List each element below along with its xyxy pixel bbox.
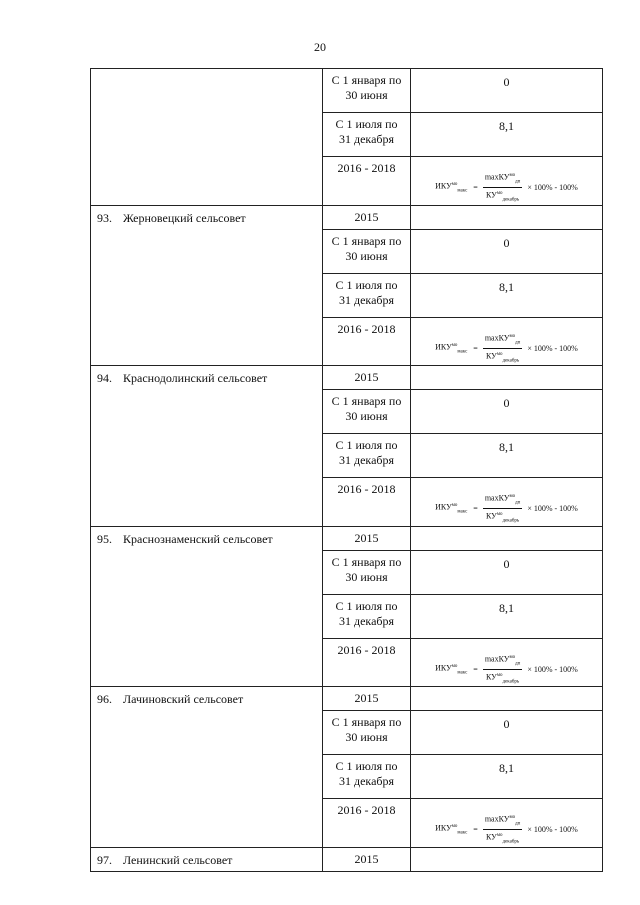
value-cell-empty bbox=[411, 687, 603, 711]
period-cell bbox=[323, 711, 411, 755]
value-cell bbox=[411, 229, 603, 273]
period-line: 31 декабря bbox=[338, 292, 395, 307]
formula-fraction: $\frac{\max КУ^{мо}_{дп}}{КУ^{мо}_{декабрь}}$ bbox=[484, 493, 521, 524]
value-growth: 8,1 bbox=[499, 279, 514, 294]
table-row bbox=[91, 205, 603, 229]
formula-fraction: $\frac{\max КУ^{мо}_{дп}}{КУ^{мо}_{декабрь}}$ bbox=[484, 333, 521, 363]
period-line: 30 июня bbox=[345, 569, 388, 584]
year-cell bbox=[323, 205, 411, 229]
row-number: 93. bbox=[97, 210, 112, 225]
period-cell bbox=[323, 317, 411, 366]
row-number: 96. bbox=[97, 692, 112, 706]
period-range: 2016 - 2018 bbox=[337, 642, 396, 657]
period-cell bbox=[323, 69, 411, 113]
year-label: 2015 bbox=[354, 370, 379, 384]
value-cell bbox=[411, 390, 603, 434]
period-cell bbox=[323, 113, 411, 157]
formula-numerator: maxКУ bbox=[484, 172, 510, 182]
settlement-name: Жерновецкий сельсовет bbox=[123, 210, 246, 225]
period-line: С 1 января по bbox=[331, 554, 402, 569]
period-cell bbox=[323, 157, 411, 206]
formula-fraction: $\frac{\max КУ^{мо}_{дп}}{КУ^{мо}_{декабрь}}$ bbox=[484, 172, 521, 203]
tariff-table bbox=[90, 68, 603, 872]
formula-denominator: КУ bbox=[485, 832, 497, 842]
period-line: С 1 июля по bbox=[335, 598, 398, 613]
formula-denominator: КУ bbox=[485, 672, 497, 682]
formula-denominator: КУ bbox=[485, 511, 497, 521]
value-cell bbox=[411, 69, 603, 113]
formula-lhs: ИКУ bbox=[435, 181, 452, 191]
period-range: 2016 - 2018 bbox=[337, 161, 396, 175]
index-formula: $ИКУ^{мо}_{макс}$ = $\frac{\max КУ^{мо}_{дп}}{КУ^{мо}_{декабрь}}$ × 100% - 100% bbox=[435, 493, 578, 524]
value-cell-empty bbox=[411, 526, 603, 550]
value-zero: 0 bbox=[503, 75, 510, 89]
period-line: 30 июня bbox=[345, 248, 388, 263]
value-zero: 0 bbox=[503, 717, 510, 731]
value-cell bbox=[411, 434, 603, 478]
period-range: 2016 - 2018 bbox=[337, 321, 396, 336]
year-label: 2015 bbox=[354, 530, 379, 545]
index-formula: $ИКУ^{мо}_{макс}$ = $\frac{\max КУ^{мо}_{дп}}{КУ^{мо}_{декабрь}}$ × 100% - 100% bbox=[435, 814, 578, 845]
formula-lhs: ИКУ bbox=[435, 663, 452, 673]
formula-fraction: $\frac{\max КУ^{мо}_{дп}}{КУ^{мо}_{декабрь}}$ bbox=[484, 814, 521, 845]
table-row bbox=[91, 526, 603, 550]
value-cell bbox=[411, 550, 603, 594]
period-range: 2016 - 2018 bbox=[337, 803, 396, 817]
period-line: С 1 июля по bbox=[335, 117, 398, 131]
formula-cell bbox=[411, 799, 603, 848]
table-row bbox=[91, 847, 603, 871]
table-row bbox=[91, 366, 603, 390]
row-number: 95. bbox=[97, 531, 112, 546]
value-growth: 8,1 bbox=[499, 761, 514, 775]
value-growth: 8,1 bbox=[499, 440, 514, 454]
formula-cell bbox=[411, 157, 603, 206]
year-cell bbox=[323, 847, 411, 871]
period-cell bbox=[323, 229, 411, 273]
formula-numerator: maxКУ bbox=[484, 333, 510, 343]
row-number: 94. bbox=[97, 371, 112, 385]
period-cell bbox=[323, 755, 411, 799]
value-zero: 0 bbox=[503, 396, 510, 410]
formula-cell bbox=[411, 478, 603, 527]
period-line: С 1 января по bbox=[331, 715, 402, 729]
settlement-cell bbox=[91, 526, 323, 687]
settlement-cell bbox=[91, 205, 323, 366]
year-cell bbox=[323, 366, 411, 390]
value-zero: 0 bbox=[503, 556, 510, 571]
index-formula: $ИКУ^{мо}_{макс}$ = $\frac{\max КУ^{мо}_{дп}}{КУ^{мо}_{декабрь}}$ × 100% - 100% bbox=[435, 654, 578, 684]
value-cell bbox=[411, 273, 603, 317]
settlement-name: Ленинский сельсовет bbox=[123, 852, 233, 867]
period-cell bbox=[323, 799, 411, 848]
settlement-cell bbox=[91, 687, 323, 848]
formula-denominator: КУ bbox=[485, 190, 497, 200]
value-cell-empty bbox=[411, 205, 603, 229]
value-cell bbox=[411, 711, 603, 755]
index-formula: $ИКУ^{мо}_{макс}$ = $\frac{\max КУ^{мо}_{дп}}{КУ^{мо}_{декабрь}}$ × 100% - 100% bbox=[435, 172, 578, 203]
value-cell bbox=[411, 755, 603, 799]
settlement-cell bbox=[91, 69, 323, 206]
formula-numerator: maxКУ bbox=[484, 814, 510, 824]
value-zero: 0 bbox=[503, 235, 510, 250]
year-cell bbox=[323, 526, 411, 550]
period-line: С 1 июля по bbox=[335, 438, 398, 452]
period-cell bbox=[323, 550, 411, 594]
value-cell-empty bbox=[411, 366, 603, 390]
period-line: 31 декабря bbox=[338, 132, 395, 146]
formula-fraction: $\frac{\max КУ^{мо}_{дп}}{КУ^{мо}_{декабрь}}$ bbox=[484, 654, 521, 684]
formula-lhs: ИКУ bbox=[435, 823, 452, 833]
year-label: 2015 bbox=[354, 851, 379, 866]
formula-numerator: maxКУ bbox=[484, 654, 510, 664]
period-cell bbox=[323, 638, 411, 687]
value-growth: 8,1 bbox=[499, 119, 514, 133]
period-cell bbox=[323, 434, 411, 478]
period-line: 31 декабря bbox=[338, 613, 395, 628]
formula-lhs: ИКУ bbox=[435, 502, 452, 512]
period-cell bbox=[323, 594, 411, 638]
formula-lhs: ИКУ bbox=[435, 342, 452, 352]
period-line: С 1 января по bbox=[331, 394, 402, 408]
settlement-cell bbox=[91, 847, 323, 871]
formula-cell bbox=[411, 317, 603, 366]
settlement-name: Лачиновский сельсовет bbox=[123, 692, 244, 706]
period-cell bbox=[323, 390, 411, 434]
period-line: 30 июня bbox=[345, 409, 388, 423]
period-line: С 1 июля по bbox=[335, 759, 398, 773]
row-number: 97. bbox=[97, 852, 112, 867]
year-label: 2015 bbox=[354, 209, 379, 224]
table-row bbox=[91, 687, 603, 711]
index-formula: $ИКУ^{мо}_{макс}$ = $\frac{\max КУ^{мо}_{дп}}{КУ^{мо}_{декабрь}}$ × 100% - 100% bbox=[435, 333, 578, 363]
page-number: 20 bbox=[314, 40, 326, 54]
formula-cell bbox=[411, 638, 603, 687]
table-row bbox=[91, 69, 603, 113]
settlement-name: Краснодолинский сельсовет bbox=[123, 371, 268, 385]
value-cell bbox=[411, 113, 603, 157]
period-line: С 1 июля по bbox=[335, 277, 398, 292]
value-cell-empty bbox=[411, 847, 603, 871]
year-label: 2015 bbox=[354, 691, 379, 705]
period-line: 31 декабря bbox=[338, 774, 395, 788]
period-range: 2016 - 2018 bbox=[337, 482, 396, 496]
formula-numerator: maxКУ bbox=[484, 493, 510, 503]
period-cell bbox=[323, 273, 411, 317]
period-line: 30 июня bbox=[345, 88, 388, 102]
period-line: С 1 января по bbox=[331, 233, 402, 248]
period-line: С 1 января по bbox=[331, 73, 402, 87]
year-cell bbox=[323, 687, 411, 711]
period-line: 30 июня bbox=[345, 730, 388, 744]
value-growth: 8,1 bbox=[499, 600, 514, 615]
period-line: 31 декабря bbox=[338, 453, 395, 467]
formula-denominator: КУ bbox=[485, 351, 497, 361]
settlement-cell bbox=[91, 366, 323, 527]
settlement-name: Краснознаменский сельсовет bbox=[123, 531, 273, 546]
value-cell bbox=[411, 594, 603, 638]
period-cell bbox=[323, 478, 411, 527]
